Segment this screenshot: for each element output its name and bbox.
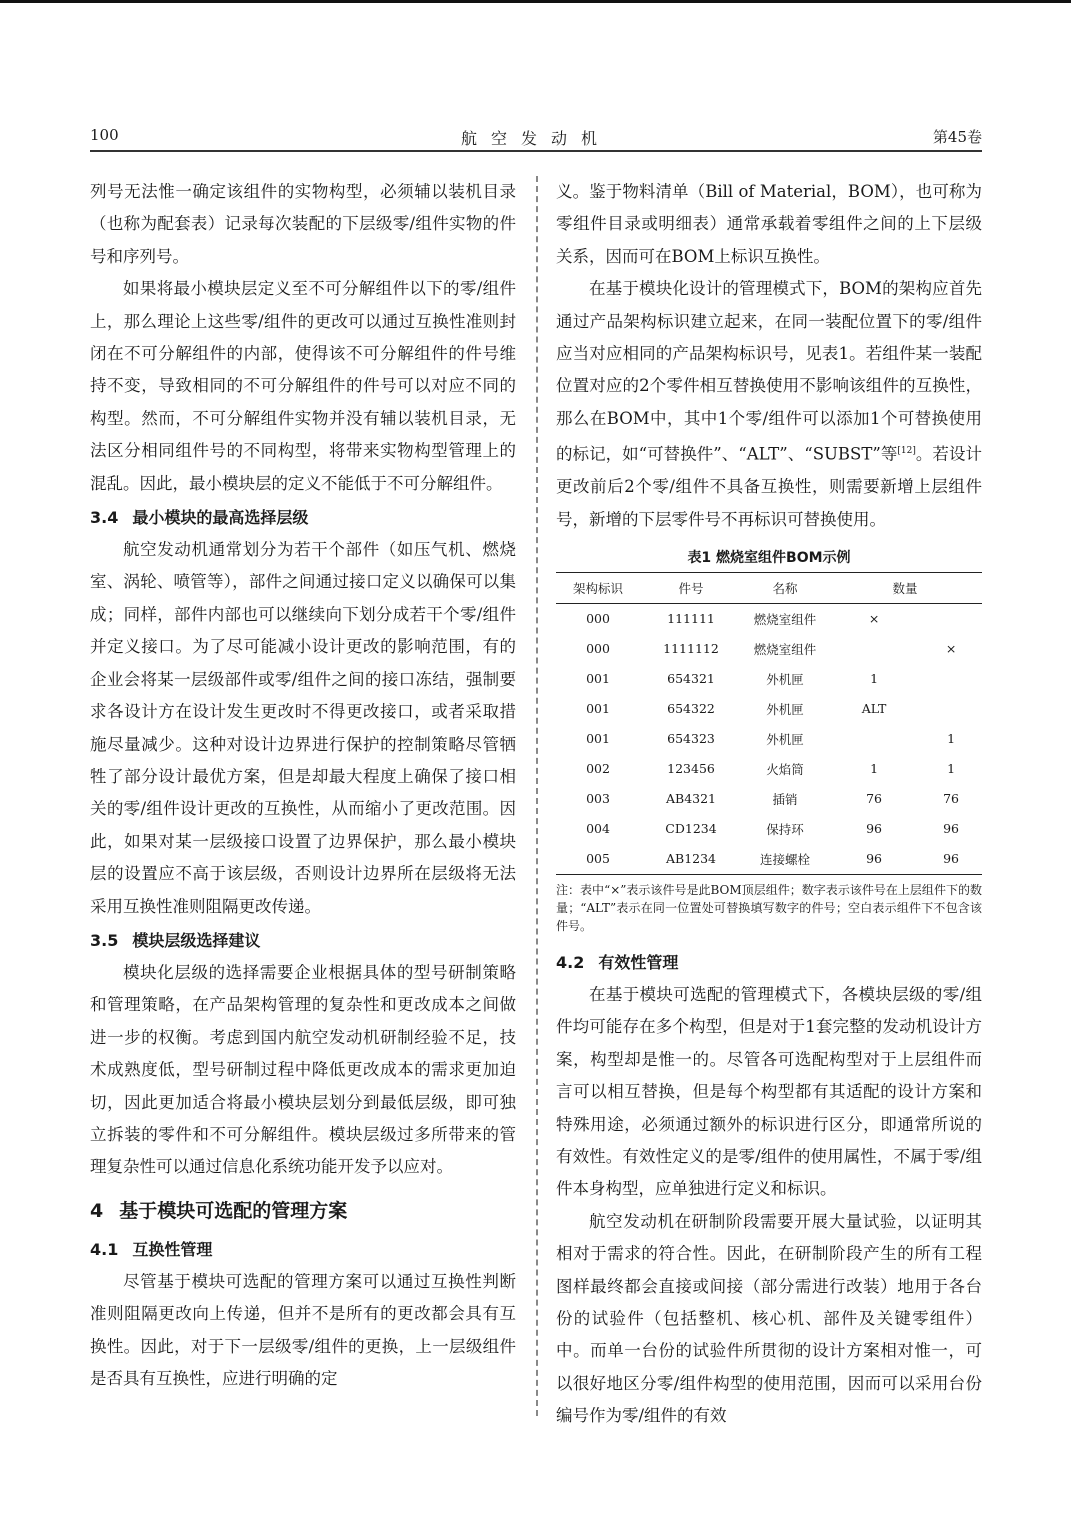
section-heading-3-4: [90, 502, 516, 534]
table-cell: 火焰筒: [766, 761, 804, 777]
section-title: 基于模块可选配的管理方案: [119, 1199, 348, 1222]
table-cell: AB4321: [665, 791, 717, 807]
table-cell: 1: [870, 761, 879, 777]
table-cell: [920, 603, 982, 634]
table-cell: 96: [828, 844, 920, 875]
paragraph: 航空发动机通常划分为若干个部件（如压气机、燃烧室、涡轮、喷管等），部件之间通过接口定义以确保可以集成；同样，部件内部也可以继续向下划分成若干个零/组件并定义接口。为了尽可能减小设计更改的影响范围，有的企业会将某一层级部件或零/组件之间的接口冻结，强制要求各设计方在设计发生更改时不得更改接口，或者采取措施尽量减少。这种对设计边界进行保护的控制策略尽管牺牲了部分设计最优方案，但是却最大程度上确保了接口相关的零/组件设计更改的互换性，从而缩小了更改范围。因此，如果对某一层级接口设置了边界保护，那么最小模块层的设置应不高于该层级，否则设计边界所在层级将无法采用互换性准则阻隔更改传递。: [90, 540, 516, 916]
bom-table: [556, 572, 982, 875]
paragraph: 航空发动机在研制阶段需要开展大量试验，以证明其相对于需求的符合性。因此，在研制阶段产生的所有工程图样最终都会直接或间接（部分需进行改装）地用于各台份的试验件（包括整机、核心机、部件及关键零组件）中。而单一台份的试验件所贯彻的设计方案相对惟一，可以很好地区分零/组件构型的使用范围，因而可以采用台份编号作为零/组件的有效: [556, 1211, 982, 1426]
journal-name: 航空发动机: [460, 129, 611, 148]
table-cell: 654322: [667, 701, 715, 717]
table-cell: 005: [556, 844, 640, 875]
section-title: 互换性管理: [132, 1239, 213, 1259]
table-cell: [828, 634, 920, 664]
table-cell: 76: [866, 791, 882, 807]
table-header-row: [556, 572, 982, 603]
section-number: 4.2: [556, 952, 585, 972]
section-heading-4-2: [556, 947, 982, 979]
table-cell: 1: [947, 731, 956, 747]
table-cell: [920, 694, 982, 724]
table-cell: 96: [920, 844, 982, 875]
section-number: 4.1: [90, 1239, 119, 1259]
table-cell: 96: [943, 821, 959, 837]
paragraph: 尽管基于模块可选配的管理方案可以通过互换性判断准则阻隔更改向上传递，但并不是所有的更改都会具有互换性。因此，对于下一层级零/组件的更换，上一层级组件是否具有互换性，应进行明确的定: [90, 1271, 516, 1388]
section-number: 3.5: [90, 930, 119, 950]
table-cell: ALT: [861, 701, 887, 717]
table-cell: 外机匣: [766, 671, 804, 687]
paragraph: 义。鉴于物料清单（Bill of Material，BOM），也可称为零组件目录或明细表）通常承载着零组件之间的上下层级关系，因而可在BOM上标识互换性。: [556, 182, 982, 266]
table-cell: 002: [586, 761, 610, 777]
table-cell: 连接螺栓: [742, 844, 828, 875]
table-cell: 000: [586, 611, 610, 627]
table-row: [556, 603, 982, 634]
table-cell: [828, 724, 920, 754]
section-title: 最小模块的最高选择层级: [132, 508, 309, 528]
table-cell: 111111: [667, 611, 715, 627]
table-cell: 76: [943, 791, 959, 807]
table-row: [556, 754, 982, 784]
table-cell: CD1234: [665, 821, 717, 837]
paragraph: 如果将最小模块层定义至不可分解组件以下的零/组件上，那么理论上这些零/组件的更改可以通过互换性准则封闭在不可分解组件的内部，使得该不可分解组件的件号维持不变，导致相同的不可分解组件的件号可以对应不同的构型。然而，不可分解组件实物并没有辅以装机目录，无法区分相同组件号的不同构型，将带来实物构型管理上的混乱。因此，最小模块层的定义不能低于不可分解组件。: [90, 279, 516, 493]
paragraph: 在基于模块可选配的管理模式下，各模块层级的零/组件均可能存在多个构型，但是对于1套完整的发动机设计方案，构型却是惟一的。尽管各可选配构型对于上层组件而言可以相互替换，但是每个构型都有其适配的设计方案和特殊用途，必须通过额外的标识进行区分，即通常所说的有效性。有效性定义的是零/组件的使用属性，不属于零/组件本身构型，应单独进行定义和标识。: [556, 984, 982, 1199]
column-header: 架构标识: [556, 572, 640, 603]
column-header: 名称: [742, 572, 828, 603]
table-caption: 表1 燃烧室组件BOM示例: [687, 549, 851, 566]
page-number: 100: [90, 126, 119, 144]
table-cell: 燃烧室组件: [753, 611, 817, 627]
table-cell: [920, 664, 982, 694]
section-title: 模块层级选择建议: [132, 930, 261, 950]
table-cell: 001: [586, 671, 610, 687]
table-cell: ×: [945, 641, 957, 657]
paragraph: 列号无法惟一确定该组件的实物构型，必须辅以装机目录（也称为配套表）记录每次装配的下层级零/组件实物的件号和序列号。: [90, 182, 516, 266]
section-heading-3-5: [90, 925, 516, 957]
column-header: 数量: [828, 572, 982, 603]
table-cell: 654323: [667, 731, 715, 747]
paragraph-text: 在基于模块化设计的管理模式下，BOM的架构应首先通过产品架构标识建立起来，在同一装配位置下的零/组件应当对应相同的产品架构标识号，见表1。若组件某一装配位置对应的2个零件相互替换使用不影响该组件的互换性，那么在BOM中，其中1个零/组件可以添加1个可替换使用的标记，如“可替换件”、“ALT”、“SUBST”等: [556, 279, 982, 464]
table-cell: AB1234: [640, 844, 742, 875]
right-column: [556, 176, 982, 1433]
section-heading-4-1: [90, 1234, 516, 1266]
section-heading-4: [90, 1194, 516, 1228]
table-cell: 1: [870, 671, 879, 687]
table-cell: 004: [586, 821, 610, 837]
table-cell: 保持环: [766, 821, 804, 837]
table-row: [556, 784, 982, 814]
table-cell: 燃烧室组件: [753, 641, 817, 657]
table-cell: 外机匣: [766, 701, 804, 717]
paragraph-text: 。若设计更改前后2个零/组件不具备互换性，则需要新增上层组件号，新增的下层零件号不再标识可替换使用。: [556, 444, 983, 529]
table-cell: 001: [586, 731, 610, 747]
column-header: 件号: [640, 572, 742, 603]
table-cell: 插销: [772, 791, 798, 807]
header-rule: [90, 150, 982, 152]
table-row: [556, 724, 982, 754]
table-cell: 003: [586, 791, 610, 807]
table-cell: 123456: [667, 761, 715, 777]
table-cell: 96: [866, 821, 882, 837]
table-row: [556, 634, 982, 664]
running-header: [90, 126, 982, 152]
volume-label: 第45卷: [932, 128, 982, 146]
table-row: [556, 844, 982, 875]
table-cell: 654321: [667, 671, 715, 687]
table-cell: 1: [947, 761, 956, 777]
left-column: [90, 176, 516, 1395]
section-number: 4: [90, 1199, 104, 1222]
top-rule: [0, 0, 1071, 3]
table-row: [556, 814, 982, 844]
table-cell: 001: [586, 701, 610, 717]
table-row: [556, 694, 982, 724]
paragraph: 模块化层级的选择需要企业根据具体的型号研制策略和管理策略，在产品架构管理的复杂性和更改成本之间做进一步的权衡。考虑到国内航空发动机研制经验不足，技术成熟度低，型号研制过程中降低更改成本的需求更加迫切，因此更加适合将最小模块层划分到最低层级，即可独立拆装的零件和不可分解组件。模块层级过多所带来的管理复杂性可以通过信息化系统功能开发予以应对。: [90, 962, 516, 1177]
table-cell: 1111112: [663, 641, 719, 657]
table-cell: ×: [868, 611, 880, 627]
column-divider: [536, 176, 538, 1416]
section-title: 有效性管理: [598, 952, 679, 972]
table-note: 注：表中“×”表示该件号是此BOM顶层组件；数字表示该件号在上层组件下的数量；“ALT”表示在同一位置处可替换填写数字的件号；空白表示组件下不包含该件号。: [556, 882, 982, 933]
section-number: 3.4: [90, 508, 119, 528]
table-row: [556, 664, 982, 694]
table-cell: 000: [586, 641, 610, 657]
paragraph: [556, 273, 982, 536]
citation-ref: [12]: [897, 446, 916, 457]
table-cell: 外机匣: [766, 731, 804, 747]
